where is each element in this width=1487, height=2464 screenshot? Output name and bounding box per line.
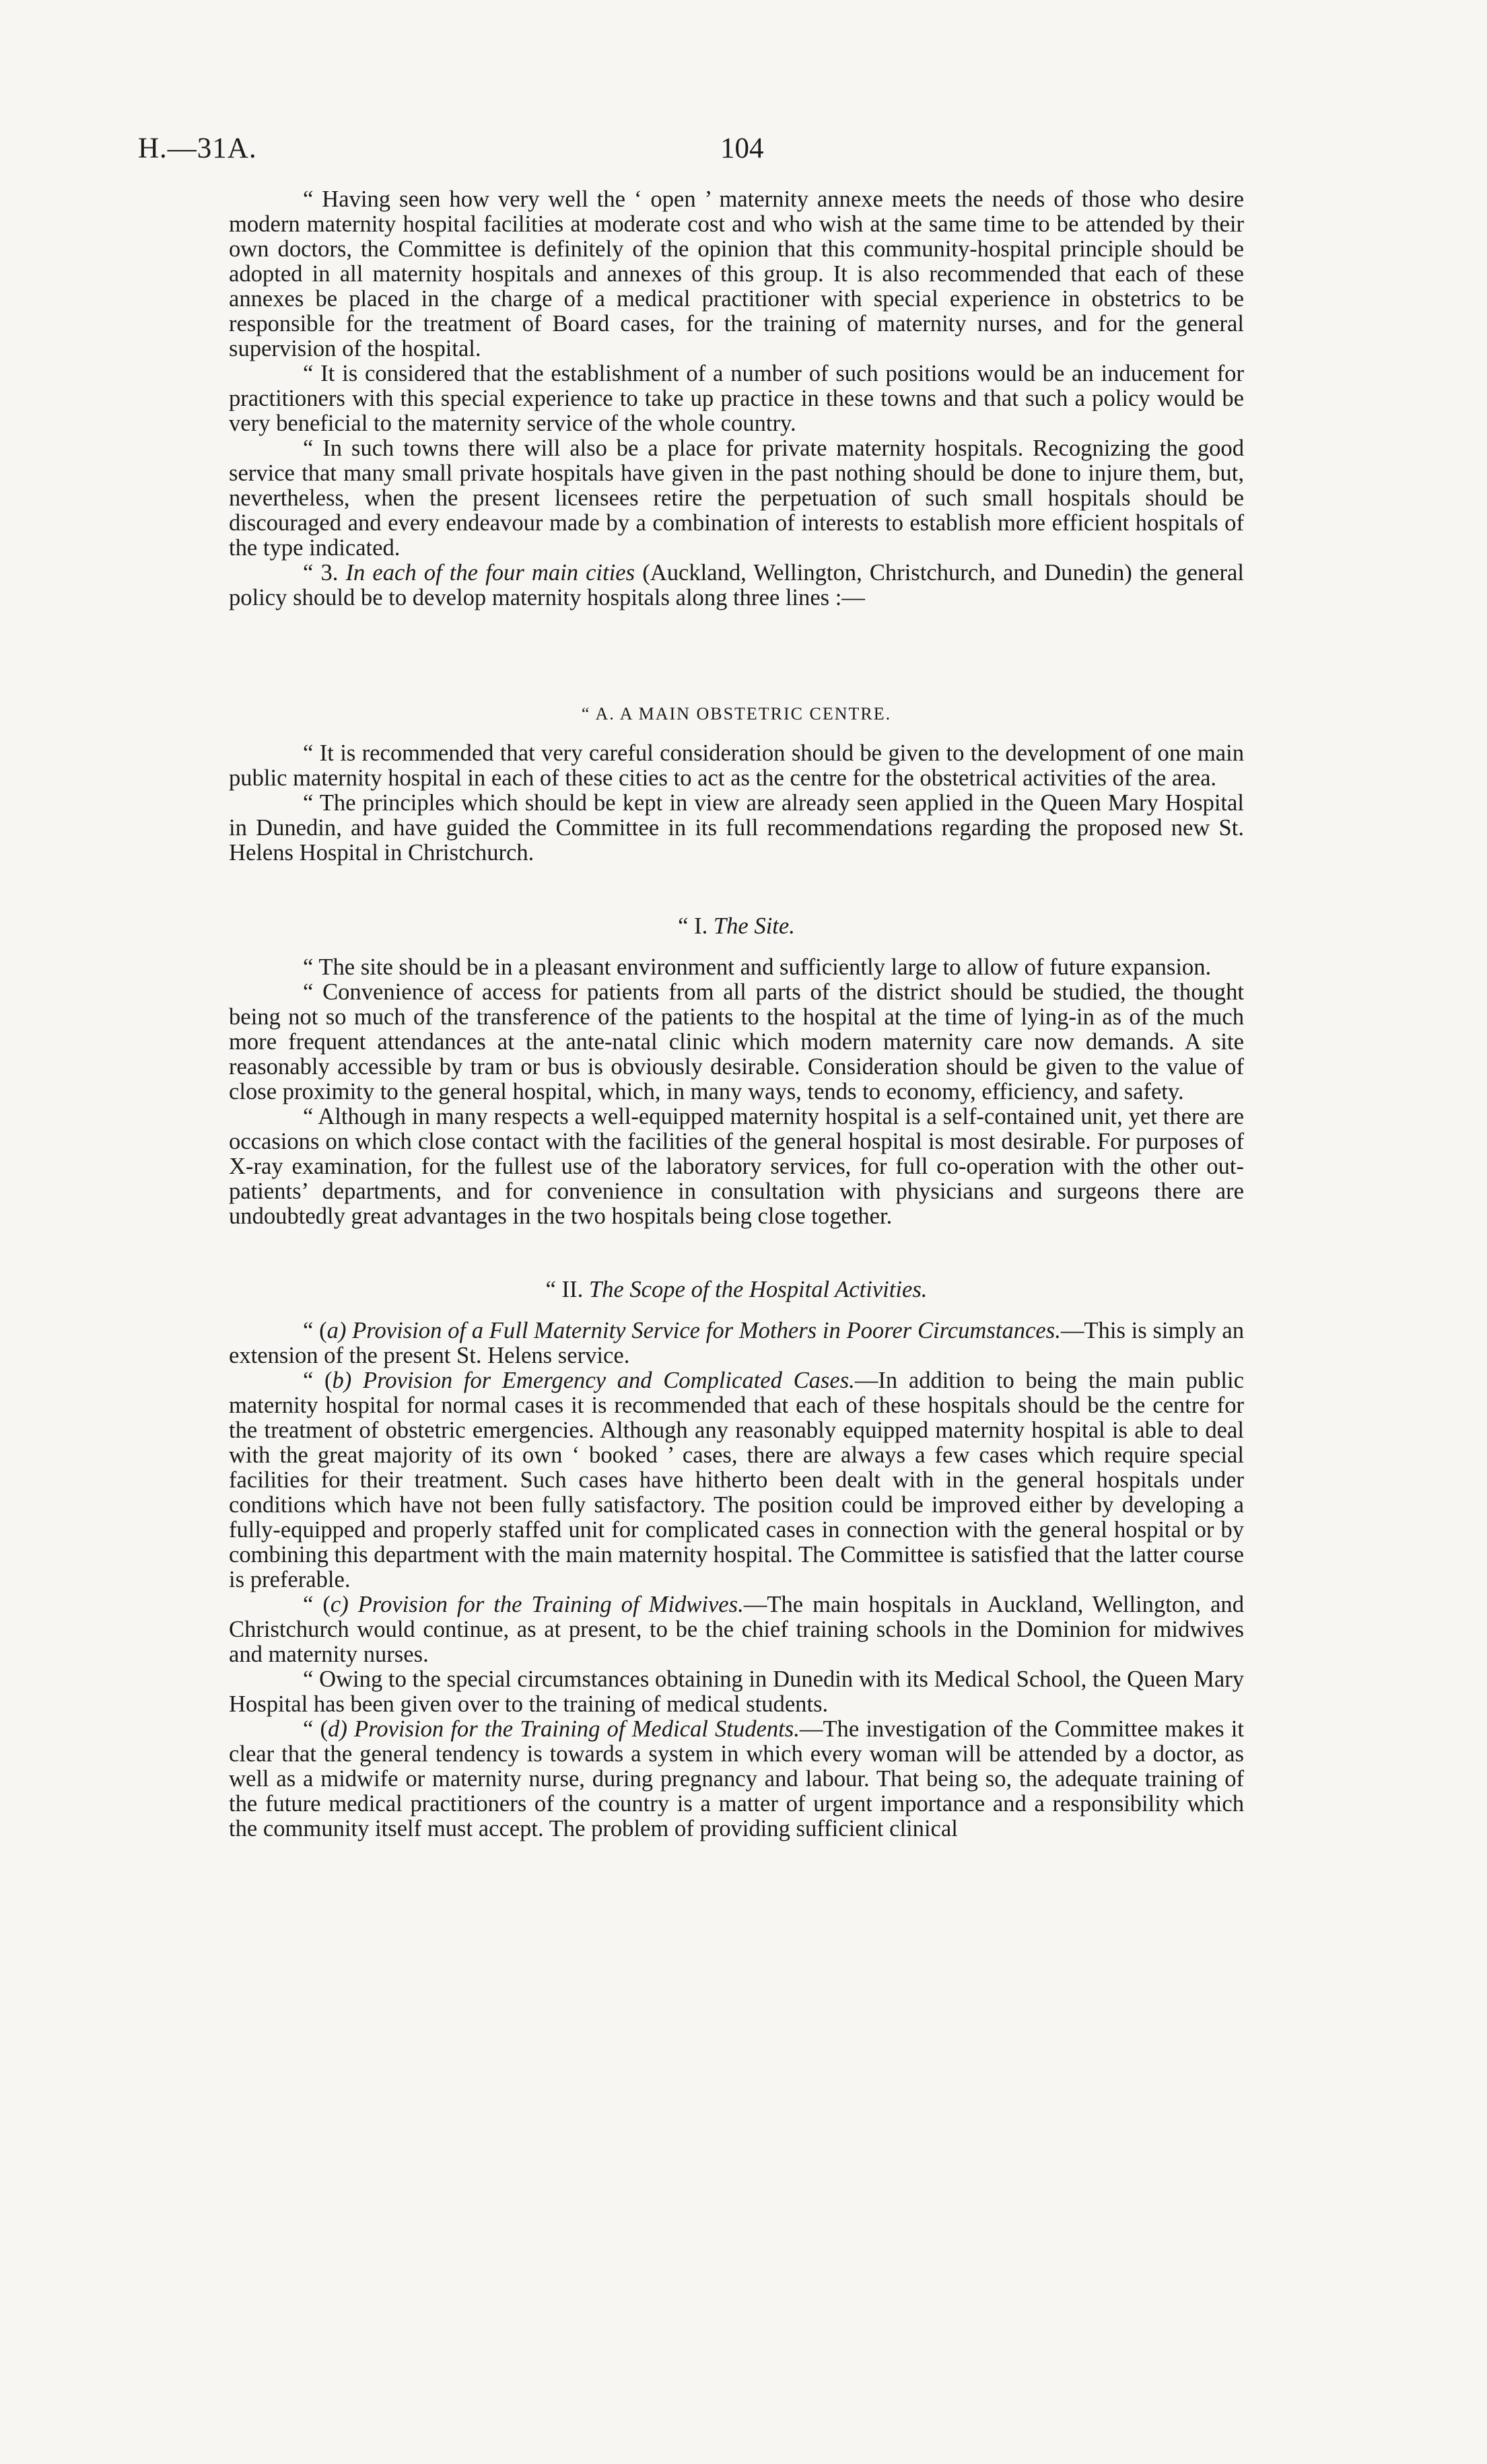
paragraph: “ Convenience of access for patients from all parts of the district should be studied, the thought being not so much of the transference of the patients to the hospital at the time of lying-in as of the much more frequent attendances at the ante-natal clinic which modern maternity care now demands. A site reasonably accessible by tram or bus is obviously desirable. Consideration should be given to the value of close proximity to the general hospital, which, in many ways, tends to economy, efficiency, and safety. [229,979,1244,1104]
page-number: 104 [720,133,764,164]
paragraph: “ Owing to the special circumstances obtaining in Dunedin with its Medical School, the Queen Mary Hospital has been given over to the training of medical students. [229,1666,1244,1717]
paragraph: “ It is considered that the establishment of a number of such positions would be an inducement for practitioners with this special experience to take up practice in these towns and that such a policy would be very beneficial to the maternity service of the whole country. [229,361,1244,436]
subsection-heading: “ II. The Scope of the Hospital Activities. [545,1277,928,1302]
paragraph: “ The site should be in a pleasant environment and sufficiently large to allow of future expansion. [303,954,1212,980]
paragraph: “ The principles which should be kept in view are already seen applied in the Queen Mary Hospital in Dunedin, and have guided the Committee in its full recommendations regarding the proposed new St. Helens Hospital in Christchurch. [229,790,1244,866]
subsection-heading: “ I. The Site. [678,913,795,939]
document-body [229,187,1244,1841]
section-heading: “ A. A MAIN OBSTETRIC CENTRE. [581,704,892,724]
paragraph: “ (a) Provision of a Full Maternity Service for Mothers in Poorer Circumstances.—This is simply an extension of the present St. Helens service. [229,1318,1244,1368]
paragraph: “ (b) Provision for Emergency and Complicated Cases.—In addition to being the main public maternity hospital for normal cases it is recommended that each of these hospitals should be the centre for the treatment of obstetric emergencies. Although any reasonably equipped maternity hospital is able to deal with the great majority of its own ‘ booked ’ cases, there are always a few cases which require special facilities for their treatment. Such cases have hitherto been dealt with in the general hospitals under conditions which have not been fully satisfactory. The position could be improved either by developing a fully-equipped and properly staffed unit for complicated cases in connection with the general hospital or by combining this department with the main maternity hospital. The Committee is satisfied that the latter course is preferable. [229,1368,1244,1592]
paragraph: “ In such towns there will also be a place for private maternity hospitals. Recognizing the good service that many small private hospitals have given in the past nothing should be done to injure them, but, nevertheless, when the present licensees retire the perpetuation of such small hospitals should be discouraged and every endeavour made by a combination of interests to establish more efficient hospitals of the type indicated. [229,435,1244,561]
paragraph: “ It is recommended that very careful consideration should be given to the development of one main public maternity hospital in each of these cities to act as the centre for the obstetrical activities of the area. [229,740,1244,791]
page-reference: H.—31A. [138,133,257,164]
paragraph: “ Although in many respects a well-equipped maternity hospital is a self-contained unit, yet there are occasions on which close contact with the facilities of the general hospital is most desirable. For purposes of X-ray examination, for the fullest use of the laboratory services, for full co-operation with the other out-patients’ departments, and for convenience in consultation with physicians and surgeons there are undoubtedly great advantages in the two hospitals being close together. [229,1104,1244,1229]
paragraph: “ 3. In each of the four main cities (Auckland, Wellington, Christchurch, and Dunedin) the general policy should be to develop maternity hospitals along three lines :— [229,560,1245,610]
paragraph: “ Having seen how very well the ‘ open ’ maternity annexe meets the needs of those who desire modern maternity hospital facilities at moderate cost and who wish at the same time to be attended by their own doctors, the Committee is definitely of the opinion that this community-hospital principle should be adopted in all maternity hospitals and annexes of this group. It is also recommended that each of these annexes be placed in the charge of a medical practitioner with special experience in obstetrics to be responsible for the treatment of Board cases, for the training of maternity nurses, and for the general supervision of the hospital. [229,186,1244,361]
paragraph: “ (c) Provision for the Training of Midwives.—The main hospitals in Auckland, Wellington, and Christchurch would continue, as at present, to be the chief training schools in the Dominion for midwives and maternity nurses. [229,1592,1244,1667]
paragraph: “ (d) Provision for the Training of Medical Students.—The investigation of the Committee makes it clear that the general tendency is towards a system in which every woman will be attended by a doctor, as well as a midwife or maternity nurse, during pregnancy and labour. That being so, the adequate training of the future medical practitioners of the country is a matter of urgent importance and a responsibility which the community itself must accept. The problem of providing sufficient clinical [229,1716,1245,1841]
